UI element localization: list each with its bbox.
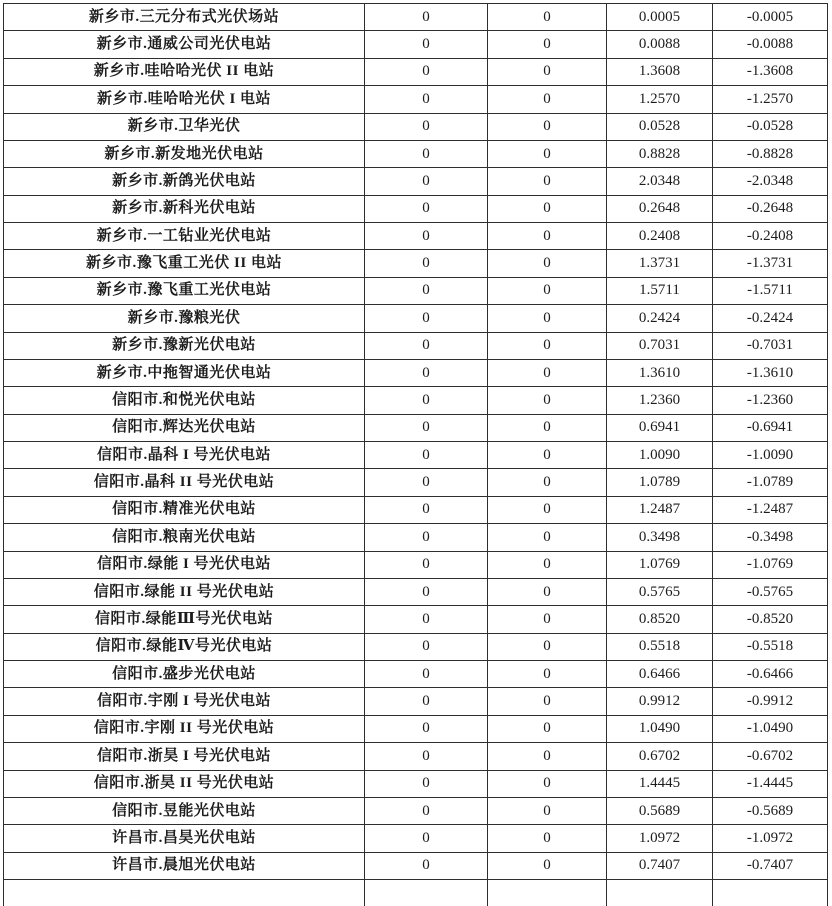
value-d-cell: -0.0005 bbox=[713, 4, 828, 31]
value-c-cell: 0.0528 bbox=[607, 113, 713, 140]
value-a-cell: 0 bbox=[365, 715, 488, 742]
value-a-cell: 0 bbox=[365, 305, 488, 332]
value-c-cell: 0.6702 bbox=[607, 743, 713, 770]
table-row bbox=[4, 578, 828, 605]
value-c-cell: 1.2570 bbox=[607, 86, 713, 113]
value-a-cell: 0 bbox=[365, 359, 488, 386]
station-name-cell: 新乡市.豫粮光伏 bbox=[4, 305, 365, 332]
table-row bbox=[4, 387, 828, 414]
value-b-cell: 0 bbox=[488, 277, 607, 304]
value-a-cell: 0 bbox=[365, 496, 488, 523]
station-name-cell: 新乡市.哇哈哈光伏 I 电站 bbox=[4, 86, 365, 113]
value-a-cell: 0 bbox=[365, 414, 488, 441]
value-c-cell: 1.0972 bbox=[607, 825, 713, 852]
table-row bbox=[4, 414, 828, 441]
table-row bbox=[4, 31, 828, 58]
table-row bbox=[4, 524, 828, 551]
value-c-cell: 0.0088 bbox=[607, 31, 713, 58]
station-values-table bbox=[3, 3, 828, 906]
station-name-cell: 新乡市.新发地光伏电站 bbox=[4, 140, 365, 167]
station-name-cell: 信阳市.精准光伏电站 bbox=[4, 496, 365, 523]
value-d-cell: -2.0348 bbox=[713, 168, 828, 195]
value-b-cell: 0 bbox=[488, 223, 607, 250]
value-d-cell: -1.3610 bbox=[713, 359, 828, 386]
value-b-cell: 0 bbox=[488, 250, 607, 277]
value-a-cell: 0 bbox=[365, 469, 488, 496]
value-d-cell: -0.0088 bbox=[713, 31, 828, 58]
value-a-cell: 0 bbox=[365, 86, 488, 113]
table-row bbox=[4, 86, 828, 113]
value-a-cell: 0 bbox=[365, 688, 488, 715]
table-row bbox=[4, 715, 828, 742]
table-row bbox=[4, 113, 828, 140]
table-row bbox=[4, 797, 828, 824]
table-row bbox=[4, 633, 828, 660]
value-d-cell: -1.0090 bbox=[713, 442, 828, 469]
value-a-cell: 0 bbox=[365, 250, 488, 277]
table-row bbox=[4, 332, 828, 359]
value-b-cell: 0 bbox=[488, 4, 607, 31]
value-a-cell: 0 bbox=[365, 195, 488, 222]
station-name-cell: 信阳市.粮南光伏电站 bbox=[4, 524, 365, 551]
value-b-cell: 0 bbox=[488, 797, 607, 824]
value-a-cell: 0 bbox=[365, 113, 488, 140]
value-a-cell bbox=[365, 880, 488, 906]
value-a-cell: 0 bbox=[365, 578, 488, 605]
station-name-cell: 新乡市.新科光伏电站 bbox=[4, 195, 365, 222]
value-b-cell: 0 bbox=[488, 715, 607, 742]
value-d-cell: -1.2360 bbox=[713, 387, 828, 414]
value-d-cell: -1.3731 bbox=[713, 250, 828, 277]
value-c-cell: 1.3610 bbox=[607, 359, 713, 386]
table-body bbox=[4, 4, 828, 906]
value-a-cell: 0 bbox=[365, 633, 488, 660]
station-name-cell: 新乡市.一工钻业光伏电站 bbox=[4, 223, 365, 250]
value-c-cell: 0.5518 bbox=[607, 633, 713, 660]
table-row bbox=[4, 58, 828, 85]
station-name-cell: 信阳市.浙昊 II 号光伏电站 bbox=[4, 770, 365, 797]
value-b-cell: 0 bbox=[488, 496, 607, 523]
value-d-cell: -0.2424 bbox=[713, 305, 828, 332]
value-a-cell: 0 bbox=[365, 332, 488, 359]
table-row bbox=[4, 277, 828, 304]
value-c-cell: 1.0769 bbox=[607, 551, 713, 578]
value-d-cell: -0.8828 bbox=[713, 140, 828, 167]
value-b-cell: 0 bbox=[488, 469, 607, 496]
value-c-cell: 0.2424 bbox=[607, 305, 713, 332]
station-name-cell: 新乡市.新鸽光伏电站 bbox=[4, 168, 365, 195]
value-b-cell: 0 bbox=[488, 825, 607, 852]
station-name-cell: 新乡市.豫新光伏电站 bbox=[4, 332, 365, 359]
station-name-cell: 信阳市.浙昊 I 号光伏电站 bbox=[4, 743, 365, 770]
value-a-cell: 0 bbox=[365, 551, 488, 578]
value-b-cell: 0 bbox=[488, 524, 607, 551]
station-name-cell: 信阳市.绿能Ⅲ号光伏电站 bbox=[4, 606, 365, 633]
station-name-cell: 许昌市.昌昊光伏电站 bbox=[4, 825, 365, 852]
table-row bbox=[4, 606, 828, 633]
value-d-cell bbox=[713, 880, 828, 906]
table-row bbox=[4, 825, 828, 852]
value-c-cell: 1.4445 bbox=[607, 770, 713, 797]
value-a-cell: 0 bbox=[365, 140, 488, 167]
value-d-cell: -1.0972 bbox=[713, 825, 828, 852]
value-b-cell: 0 bbox=[488, 168, 607, 195]
value-c-cell: 0.6941 bbox=[607, 414, 713, 441]
value-c-cell: 0.0005 bbox=[607, 4, 713, 31]
value-a-cell: 0 bbox=[365, 442, 488, 469]
value-c-cell bbox=[607, 880, 713, 906]
value-b-cell: 0 bbox=[488, 743, 607, 770]
value-d-cell: -0.7407 bbox=[713, 852, 828, 879]
value-d-cell: -0.7031 bbox=[713, 332, 828, 359]
station-name-cell: 信阳市.宇刚 I 号光伏电站 bbox=[4, 688, 365, 715]
table-row bbox=[4, 359, 828, 386]
value-a-cell: 0 bbox=[365, 770, 488, 797]
value-b-cell: 0 bbox=[488, 688, 607, 715]
value-b-cell: 0 bbox=[488, 86, 607, 113]
value-d-cell: -0.3498 bbox=[713, 524, 828, 551]
table-row bbox=[4, 4, 828, 31]
value-d-cell: -1.3608 bbox=[713, 58, 828, 85]
station-name-cell: 许昌市.晨旭光伏电站 bbox=[4, 852, 365, 879]
value-b-cell: 0 bbox=[488, 633, 607, 660]
value-d-cell: -1.5711 bbox=[713, 277, 828, 304]
value-c-cell: 1.0090 bbox=[607, 442, 713, 469]
value-a-cell: 0 bbox=[365, 168, 488, 195]
table-row bbox=[4, 852, 828, 879]
value-c-cell: 0.3498 bbox=[607, 524, 713, 551]
table-row bbox=[4, 442, 828, 469]
station-name-cell: 信阳市.和悦光伏电站 bbox=[4, 387, 365, 414]
value-c-cell: 1.2360 bbox=[607, 387, 713, 414]
value-b-cell: 0 bbox=[488, 359, 607, 386]
value-b-cell: 0 bbox=[488, 58, 607, 85]
value-d-cell: -1.2570 bbox=[713, 86, 828, 113]
value-c-cell: 1.0789 bbox=[607, 469, 713, 496]
value-a-cell: 0 bbox=[365, 743, 488, 770]
table-row bbox=[4, 168, 828, 195]
station-name-cell: 信阳市.盛步光伏电站 bbox=[4, 661, 365, 688]
value-c-cell: 1.0490 bbox=[607, 715, 713, 742]
value-c-cell: 0.8828 bbox=[607, 140, 713, 167]
station-name-cell: 信阳市.绿能 I 号光伏电站 bbox=[4, 551, 365, 578]
table-row-partial bbox=[4, 880, 828, 906]
value-b-cell: 0 bbox=[488, 414, 607, 441]
table-row bbox=[4, 661, 828, 688]
value-c-cell: 0.5689 bbox=[607, 797, 713, 824]
value-b-cell: 0 bbox=[488, 140, 607, 167]
value-c-cell: 2.0348 bbox=[607, 168, 713, 195]
table-row bbox=[4, 250, 828, 277]
station-name-cell: 信阳市.晶科 I 号光伏电站 bbox=[4, 442, 365, 469]
value-b-cell: 0 bbox=[488, 442, 607, 469]
value-b-cell: 0 bbox=[488, 31, 607, 58]
value-c-cell: 1.3731 bbox=[607, 250, 713, 277]
value-c-cell: 1.5711 bbox=[607, 277, 713, 304]
value-c-cell: 1.2487 bbox=[607, 496, 713, 523]
value-a-cell: 0 bbox=[365, 852, 488, 879]
value-a-cell: 0 bbox=[365, 661, 488, 688]
table-row bbox=[4, 551, 828, 578]
table-row bbox=[4, 305, 828, 332]
table-row bbox=[4, 743, 828, 770]
value-d-cell: -0.5518 bbox=[713, 633, 828, 660]
value-d-cell: -1.0490 bbox=[713, 715, 828, 742]
station-name-cell: 信阳市.昱能光伏电站 bbox=[4, 797, 365, 824]
table-row bbox=[4, 688, 828, 715]
station-name-cell: 新乡市.通威公司光伏电站 bbox=[4, 31, 365, 58]
value-c-cell: 0.2648 bbox=[607, 195, 713, 222]
station-name-cell: 新乡市.豫飞重工光伏电站 bbox=[4, 277, 365, 304]
table-row bbox=[4, 469, 828, 496]
station-name-cell: 新乡市.卫华光伏 bbox=[4, 113, 365, 140]
value-c-cell: 0.9912 bbox=[607, 688, 713, 715]
value-a-cell: 0 bbox=[365, 277, 488, 304]
value-d-cell: -1.0789 bbox=[713, 469, 828, 496]
value-b-cell: 0 bbox=[488, 305, 607, 332]
value-b-cell: 0 bbox=[488, 852, 607, 879]
value-b-cell bbox=[488, 880, 607, 906]
value-c-cell: 0.6466 bbox=[607, 661, 713, 688]
value-b-cell: 0 bbox=[488, 606, 607, 633]
value-a-cell: 0 bbox=[365, 797, 488, 824]
value-b-cell: 0 bbox=[488, 578, 607, 605]
value-c-cell: 0.5765 bbox=[607, 578, 713, 605]
value-d-cell: -0.5689 bbox=[713, 797, 828, 824]
value-d-cell: -0.8520 bbox=[713, 606, 828, 633]
value-c-cell: 0.2408 bbox=[607, 223, 713, 250]
value-b-cell: 0 bbox=[488, 551, 607, 578]
value-c-cell: 0.8520 bbox=[607, 606, 713, 633]
station-name-cell: 信阳市.绿能 II 号光伏电站 bbox=[4, 578, 365, 605]
value-d-cell: -1.2487 bbox=[713, 496, 828, 523]
value-b-cell: 0 bbox=[488, 195, 607, 222]
value-d-cell: -0.2648 bbox=[713, 195, 828, 222]
value-a-cell: 0 bbox=[365, 825, 488, 852]
table-row bbox=[4, 223, 828, 250]
table-row bbox=[4, 195, 828, 222]
station-name-cell bbox=[4, 880, 365, 906]
table-row bbox=[4, 496, 828, 523]
value-d-cell: -0.0528 bbox=[713, 113, 828, 140]
table-row bbox=[4, 140, 828, 167]
value-d-cell: -1.0769 bbox=[713, 551, 828, 578]
value-d-cell: -0.6466 bbox=[713, 661, 828, 688]
table-row bbox=[4, 770, 828, 797]
value-d-cell: -1.4445 bbox=[713, 770, 828, 797]
value-b-cell: 0 bbox=[488, 770, 607, 797]
station-name-cell: 新乡市.哇哈哈光伏 II 电站 bbox=[4, 58, 365, 85]
value-a-cell: 0 bbox=[365, 4, 488, 31]
station-name-cell: 信阳市.辉达光伏电站 bbox=[4, 414, 365, 441]
value-b-cell: 0 bbox=[488, 387, 607, 414]
value-a-cell: 0 bbox=[365, 606, 488, 633]
value-a-cell: 0 bbox=[365, 58, 488, 85]
station-name-cell: 新乡市.三元分布式光伏场站 bbox=[4, 4, 365, 31]
station-name-cell: 信阳市.宇刚 II 号光伏电站 bbox=[4, 715, 365, 742]
value-a-cell: 0 bbox=[365, 31, 488, 58]
value-b-cell: 0 bbox=[488, 661, 607, 688]
value-d-cell: -0.6702 bbox=[713, 743, 828, 770]
value-b-cell: 0 bbox=[488, 113, 607, 140]
station-name-cell: 信阳市.绿能Ⅳ号光伏电站 bbox=[4, 633, 365, 660]
value-d-cell: -0.2408 bbox=[713, 223, 828, 250]
value-c-cell: 0.7031 bbox=[607, 332, 713, 359]
value-a-cell: 0 bbox=[365, 223, 488, 250]
station-name-cell: 信阳市.晶科 II 号光伏电站 bbox=[4, 469, 365, 496]
value-d-cell: -0.5765 bbox=[713, 578, 828, 605]
value-c-cell: 1.3608 bbox=[607, 58, 713, 85]
station-name-cell: 新乡市.中拖智通光伏电站 bbox=[4, 359, 365, 386]
value-d-cell: -0.9912 bbox=[713, 688, 828, 715]
value-a-cell: 0 bbox=[365, 524, 488, 551]
value-a-cell: 0 bbox=[365, 387, 488, 414]
value-b-cell: 0 bbox=[488, 332, 607, 359]
station-name-cell: 新乡市.豫飞重工光伏 II 电站 bbox=[4, 250, 365, 277]
value-d-cell: -0.6941 bbox=[713, 414, 828, 441]
value-c-cell: 0.7407 bbox=[607, 852, 713, 879]
